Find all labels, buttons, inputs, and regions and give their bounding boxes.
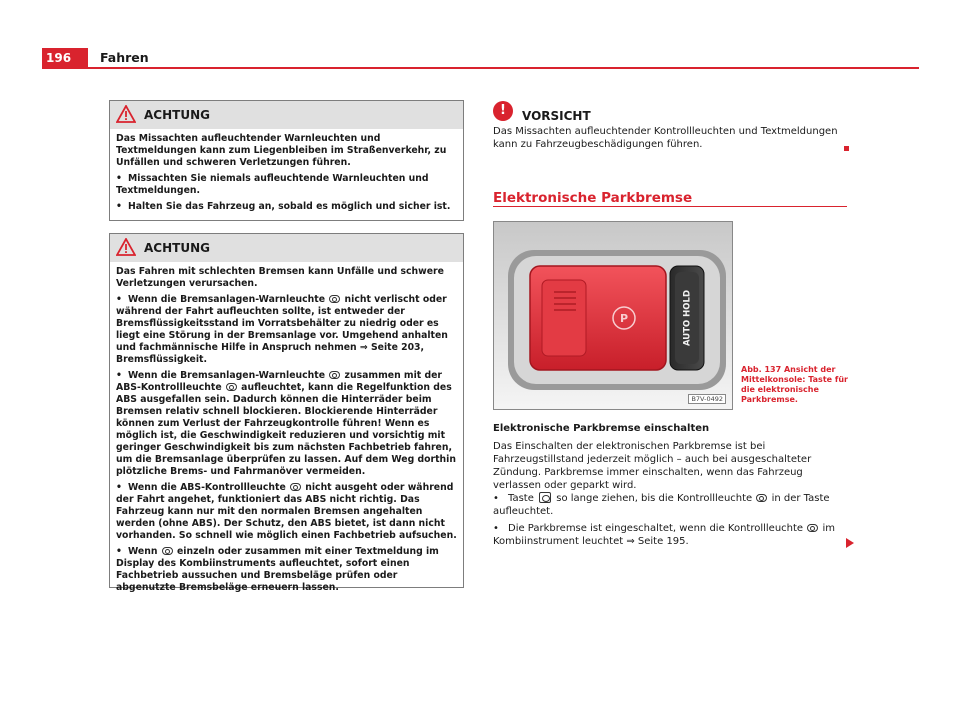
bullet-text: zusammen mit der ABS-Kontrollleuchte	[116, 370, 443, 393]
warning-box-1	[109, 100, 464, 221]
bullet-text: Missachten Sie niemals aufleuchtende Warnleuchten und Textmeldungen.	[116, 173, 429, 196]
bullet-text: Wenn die Bremsanlagen-Warnleuchte	[128, 294, 326, 305]
warning-bullet	[116, 546, 457, 594]
bullet-icon: •	[116, 173, 122, 184]
caution-title: VORSICHT	[522, 109, 591, 123]
instruction-bullet	[493, 522, 848, 548]
parking-brake-light-icon	[756, 494, 767, 502]
bullet-text: Halten Sie das Fahrzeug an, sobald es möglich und sicher ist.	[128, 201, 451, 212]
caution-text: Das Missachten aufleuchtender Kontrollleuchten und Textmeldungen kann zu Fahrzeugbeschädigungen führen.	[493, 126, 838, 150]
header-divider	[42, 67, 919, 69]
parking-brake-illustration	[494, 222, 733, 410]
bullet-text: im Kombiinstrument leuchtet ⇒ Seite 195.	[493, 523, 835, 547]
section-divider	[493, 206, 847, 207]
bullet-text: Die Parkbremse ist eingeschaltet, wenn die Kontrollleuchte	[508, 523, 804, 534]
warning-title: ACHTUNG	[144, 108, 210, 122]
brake-warning-icon	[329, 371, 340, 379]
warning-triangle-icon	[116, 105, 136, 123]
bullet-icon: •	[116, 370, 122, 381]
bullet-icon: •	[116, 294, 122, 305]
bullet-icon: •	[116, 546, 122, 557]
page-number: 196	[42, 48, 88, 68]
warning-box-2	[109, 233, 464, 593]
bullet-text: Wenn die Bremsanlagen-Warnleuchte	[128, 370, 326, 381]
warning-bullet	[116, 173, 457, 197]
end-marker-icon	[844, 146, 849, 151]
abs-warning-icon	[226, 383, 237, 391]
warning-body	[110, 129, 463, 221]
parking-brake-button-icon	[539, 492, 551, 503]
bullet-icon: •	[116, 201, 122, 212]
figure-code: B7V-0492	[688, 394, 726, 404]
body-paragraph: Das Einschalten der elektronischen Parkbremse ist bei Fahrzeugstillstand jederzeit möglich – auch bei ausgeschalteter Zündung. Parkbremse immer einschalten, wenn das Fahrzeug verlassen oder geparkt wird.	[493, 441, 812, 491]
figure-caption: Abb. 137 Ansicht der Mittelkonsole: Taste für die elektronische Parkbremse.	[741, 365, 848, 404]
bullet-icon: •	[493, 523, 499, 534]
warning-bullet	[116, 482, 457, 542]
bullet-text: einzeln oder zusammen mit einer Textmeldung im Display des Kombiinstruments aufleuchtet, sofort einen Fachbetrieb aussuchen und Bremsbeläge prüfen oder abgenutzte Bremsbeläge erneuern lassen.	[116, 546, 439, 593]
brake-pad-warning-icon	[162, 547, 173, 555]
warning-triangle-icon	[116, 238, 136, 256]
continue-arrow-icon	[846, 538, 854, 548]
auto-hold-label: AUTO HOLD	[682, 289, 693, 347]
bullet-text: so lange ziehen, bis die Kontrollleuchte	[556, 493, 753, 504]
instruction-bullet	[493, 492, 848, 518]
section-title: Elektronische Parkbremse	[493, 190, 693, 206]
svg-text:P: P	[619, 312, 629, 325]
bullet-text: nicht verlischt oder während der Fahrt aufleuchten sollte, ist entweder der Bremsflüssigkeitsstand im Vorratsbehälter zu niedrig oder es liegt eine Störung in der Bremsanlage vor. Umgehend anhalten und fachmännische Hilfe in Anspruch nehmen ⇒ Seite 203, Bremsflüssigkeit.	[116, 294, 448, 365]
bullet-icon: •	[116, 482, 122, 493]
warning-title: ACHTUNG	[144, 241, 210, 255]
bullet-text: aufleuchtet, kann die Regelfunktion des ABS ausgefallen sein. Dadurch können die Hinterräder beim Bremsen relativ schnell blockieren. Blockierende Hinterräder können zum Verlust der Fahrzeugkontrolle führen! Wenn es möglich ist, die Geschwindigkeit reduzieren und vorsichtig mit geringer Geschwindigkeit bis zum nächsten Fachbetrieb fahren, um die Bremsanlage überprüfen zu lassen. Auf dem Weg dorthin plötzliche Brems- und Fahrmanöver vermeiden.	[116, 382, 456, 477]
bullet-icon: •	[493, 493, 499, 504]
warning-bullet	[116, 370, 457, 478]
warning-box-header	[110, 234, 463, 262]
bullet-text: Wenn die ABS-Kontrollleuchte	[128, 482, 286, 493]
chapter-title: Fahren	[100, 50, 149, 65]
warning-bullet	[116, 294, 457, 366]
bullet-text: Taste	[508, 493, 534, 504]
abs-warning-icon	[290, 483, 301, 491]
subheading: Elektronische Parkbremse einschalten	[493, 423, 710, 434]
brake-warning-icon	[329, 295, 340, 303]
warning-intro: Das Missachten aufleuchtender Warnleuchten und Textmeldungen kann zum Liegenbleiben im Straßenverkehr, zu Unfällen und schweren Verletzungen führen.	[116, 133, 447, 168]
bullet-text: nicht ausgeht oder während der Fahrt angehet, funktioniert das ABS nicht richtig. Das Fahrzeug kann nur mit den normalen Bremsen angehalten werden (ohne ABS). Der Schutz, den ABS bietet, ist dann nicht vorhanden. So schnell wie möglich einen Fachbetrieb aufsuchen.	[116, 482, 457, 541]
bullet-text: in der Taste aufleuchtet.	[493, 493, 830, 517]
bullet-text: Wenn	[128, 546, 158, 557]
exclamation-icon: !	[493, 101, 513, 121]
warning-box-header	[110, 101, 463, 129]
warning-intro: Das Fahren mit schlechten Bremsen kann Unfälle und schwere Verletzungen verursachen.	[116, 266, 444, 289]
parking-brake-figure	[493, 221, 733, 410]
parking-brake-light-icon	[807, 524, 818, 532]
warning-body	[110, 262, 463, 602]
warning-bullet	[116, 201, 457, 213]
